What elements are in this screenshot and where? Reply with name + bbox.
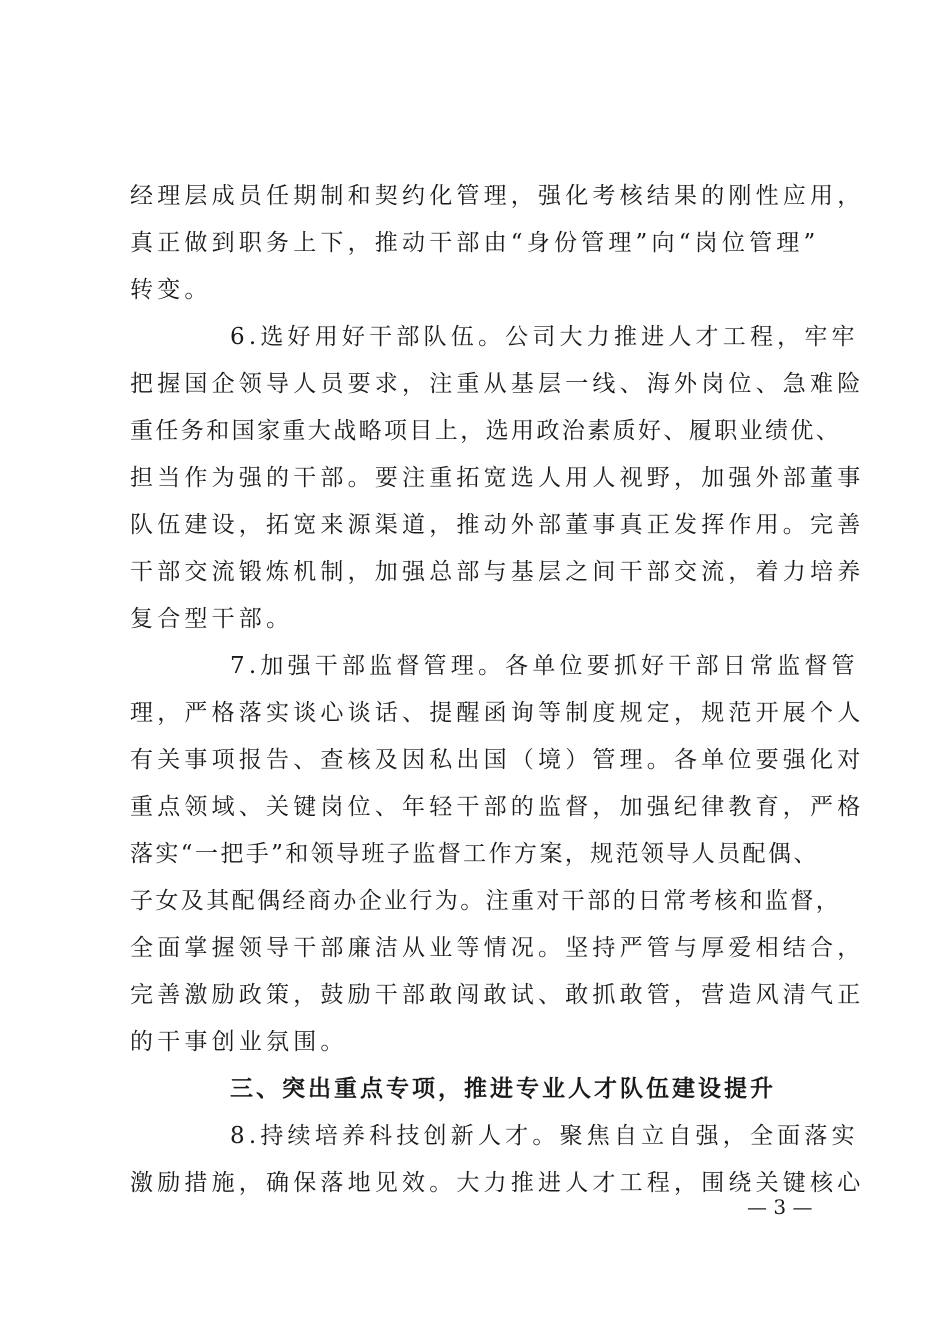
body-line: 经理层成员任期制和契约化管理，强化考核结果的刚性应用， [130,183,865,209]
page-number: — 3 — [747,1195,813,1219]
body-line: 有关事项报告、查核及因私出国（境）管理。各单位要强化对 [130,747,865,773]
body-line: 6.选好用好干部队伍。公司大力推进人才工程，牢牢 [230,324,859,350]
body-line: 7.加强干部监督管理。各单位要抓好干部日常监督管 [230,653,859,679]
body-line: 激励措施，确保落地见效。大力推进人才工程，围绕关键核心 [130,1170,865,1196]
body-line: 理，严格落实谈心谈话、提醒函询等制度规定，规范开展个人 [130,700,865,726]
body-line: 重任务和国家重大战略项目上，选用政治素质好、履职业绩优、 [130,418,842,444]
body-line: 全面掌握领导干部廉洁从业等情况。坚持严管与厚爱相结合， [130,935,865,961]
body-line: 的干事创业氛围。 [130,1029,348,1055]
body-line: 复合型干部。 [130,606,294,632]
body-line: 落实“一把手”和领导班子监督工作方案，规范领导人员配偶、 [130,841,819,867]
body-line: 完善激励政策，鼓励干部敢闯敢试、敢抓敢管，营造风清气正 [130,982,865,1008]
body-line: 把握国企领导人员要求，注重从基层一线、海外岗位、急难险 [130,371,865,397]
section-heading: 三、突出重点专项，推进专业人才队伍建设提升 [230,1076,776,1102]
body-line: 8.持续培养科技创新人才。聚焦自立自强，全面落实 [230,1123,859,1149]
body-line: 子女及其配偶经商办企业行为。注重对干部的日常考核和监督， [130,888,842,914]
body-line: 干部交流锻炼机制，加强总部与基层之间干部交流，着力培养 [130,559,865,585]
body-line: 队伍建设，拓宽来源渠道，推动外部董事真正发挥作用。完善 [130,512,865,538]
body-line: 真正做到职务上下，推动干部由“身份管理”向“岗位管理” [130,230,820,256]
body-line: 转变。 [130,277,212,303]
body-line: 担当作为强的干部。要注重拓宽选人用人视野，加强外部董事 [130,465,865,491]
body-line: 重点领域、关键岗位、年轻干部的监督，加强纪律教育，严格 [130,794,865,820]
